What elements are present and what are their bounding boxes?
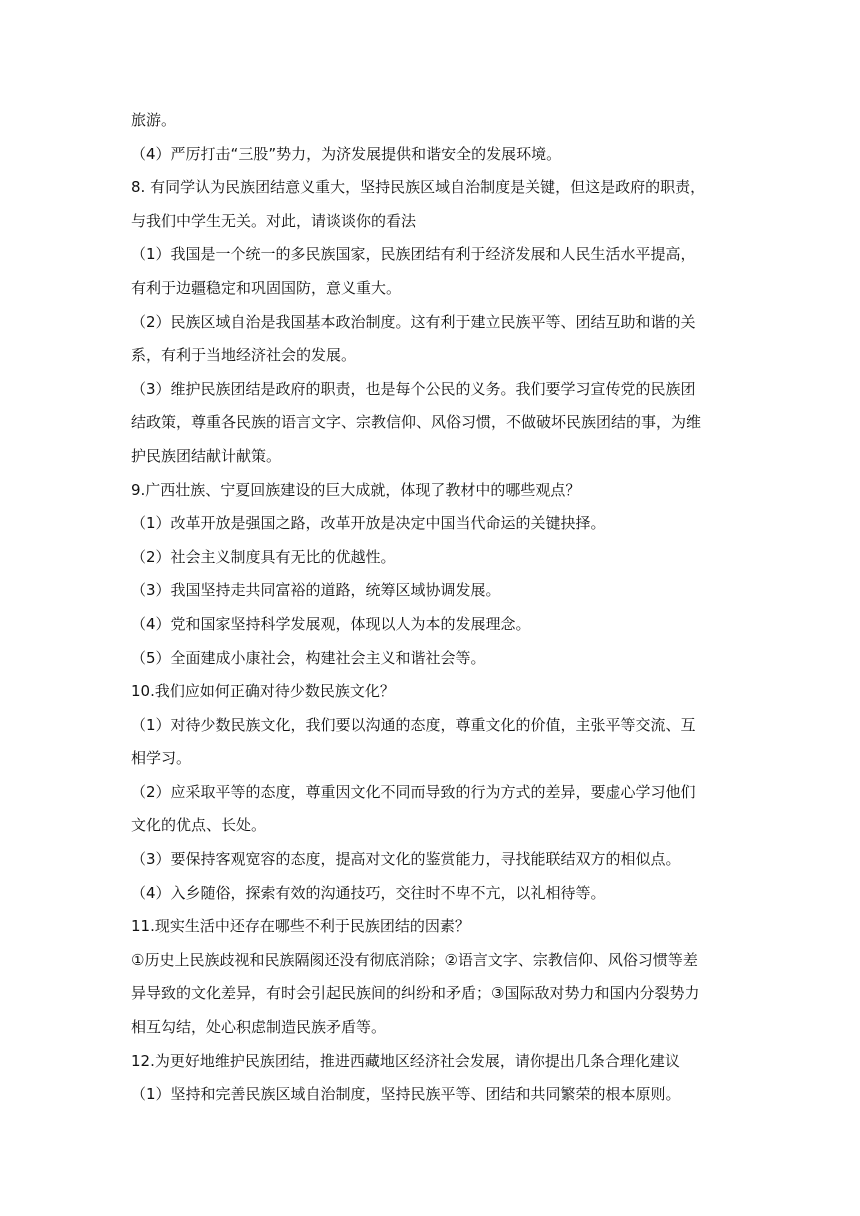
text-line: （4）党和国家坚持科学发展观，体现以人为本的发展理念。 (131, 614, 531, 633)
text-line: 结政策，尊重各民族的语言文字、宗教信仰、风俗习惯，不做破坏民族团结的事，为维 (131, 413, 702, 432)
text-line: （1）改革开放是强国之路，改革开放是决定中国当代命运的关键抉择。 (131, 514, 606, 533)
text-line: （1）对待少数民族文化，我们要以沟通的态度，尊重文化的价值，主张平等交流、互 (131, 715, 696, 734)
question-11: 11.现实生活中还存在哪些不利于民族团结的因素？ (131, 917, 470, 936)
text-line: （4）入乡随俗，探索有效的沟通技巧，交往时不卑不亢，以礼相待等。 (131, 883, 606, 902)
text-line: （1）我国是一个统一的多民族国家，民族团结有利于经济发展和人民生活水平提高， (131, 245, 696, 264)
text-line: 文化的优点、长处。 (131, 816, 267, 835)
text-line: 异导致的文化差异，有时会引起民族间的纠纷和矛盾；③国际敌对势力和国内分裂势力 (131, 984, 700, 1003)
text-line: （3）我国坚持走共同富裕的道路，统筹区域协调发展。 (131, 581, 501, 600)
text-line: （3）维护民族团结是政府的职责，也是每个公民的义务。我们要学习宣传党的民族团 (131, 379, 696, 398)
question-9: 9.广西壮族、宁夏回族建设的巨大成就，体现了教材中的哪些观点？ (131, 480, 581, 499)
question-12: 12.为更好地维护民族团结，推进西藏地区经济社会发展，请你提出几条合理化建议 (131, 1051, 680, 1070)
text-line: 相学习。 (131, 749, 192, 768)
text-line: （1）坚持和完善民族区域自治制度，坚持民族平等、团结和共同繁荣的根本原则。 (131, 1085, 681, 1104)
text-line: 护民族团结献计献策。 (131, 446, 282, 465)
text-line: 有利于边疆稳定和巩固国防，意义重大。 (131, 278, 402, 297)
text-line: （2）社会主义制度具有无比的优越性。 (131, 547, 396, 566)
text-line: （3）要保持客观宽容的态度，提高对文化的鉴赏能力，寻找能联结双方的相似点。 (131, 850, 681, 869)
question-10: 10.我们应如何正确对待少数民族文化？ (131, 682, 395, 701)
text-line: （2）应采取平等的态度，尊重因文化不同而导致的行为方式的差异，要虚心学习他们 (131, 782, 696, 801)
document-body (131, 104, 739, 1112)
text-line: 与我们中学生无关。对此，请谈谈你的看法 (131, 211, 417, 230)
text-line: （2）民族区域自治是我国基本政治制度。这有利于建立民族平等、团结互助和谐的关 (131, 312, 696, 331)
text-line: 相互勾结，处心积虑制造民族矛盾等。 (131, 1018, 387, 1037)
text-line: ①历史上民族歧视和民族隔阂还没有彻底消除；②语言文字、宗教信仰、风俗习惯等差 (131, 950, 698, 969)
text-line: （5）全面建成小康社会，构建社会主义和谐社会等。 (131, 648, 486, 667)
question-8: 8. 有同学认为民族团结意义重大，坚持民族区域自治制度是关键，但这是政府的职责， (131, 178, 706, 197)
text-line: （4）严厉打击“三股”势力，为济发展提供和谐安全的发展环境。 (131, 144, 562, 163)
text-line: 旅游。 (131, 111, 177, 129)
text-line: 系，有利于当地经济社会的发展。 (131, 346, 357, 365)
